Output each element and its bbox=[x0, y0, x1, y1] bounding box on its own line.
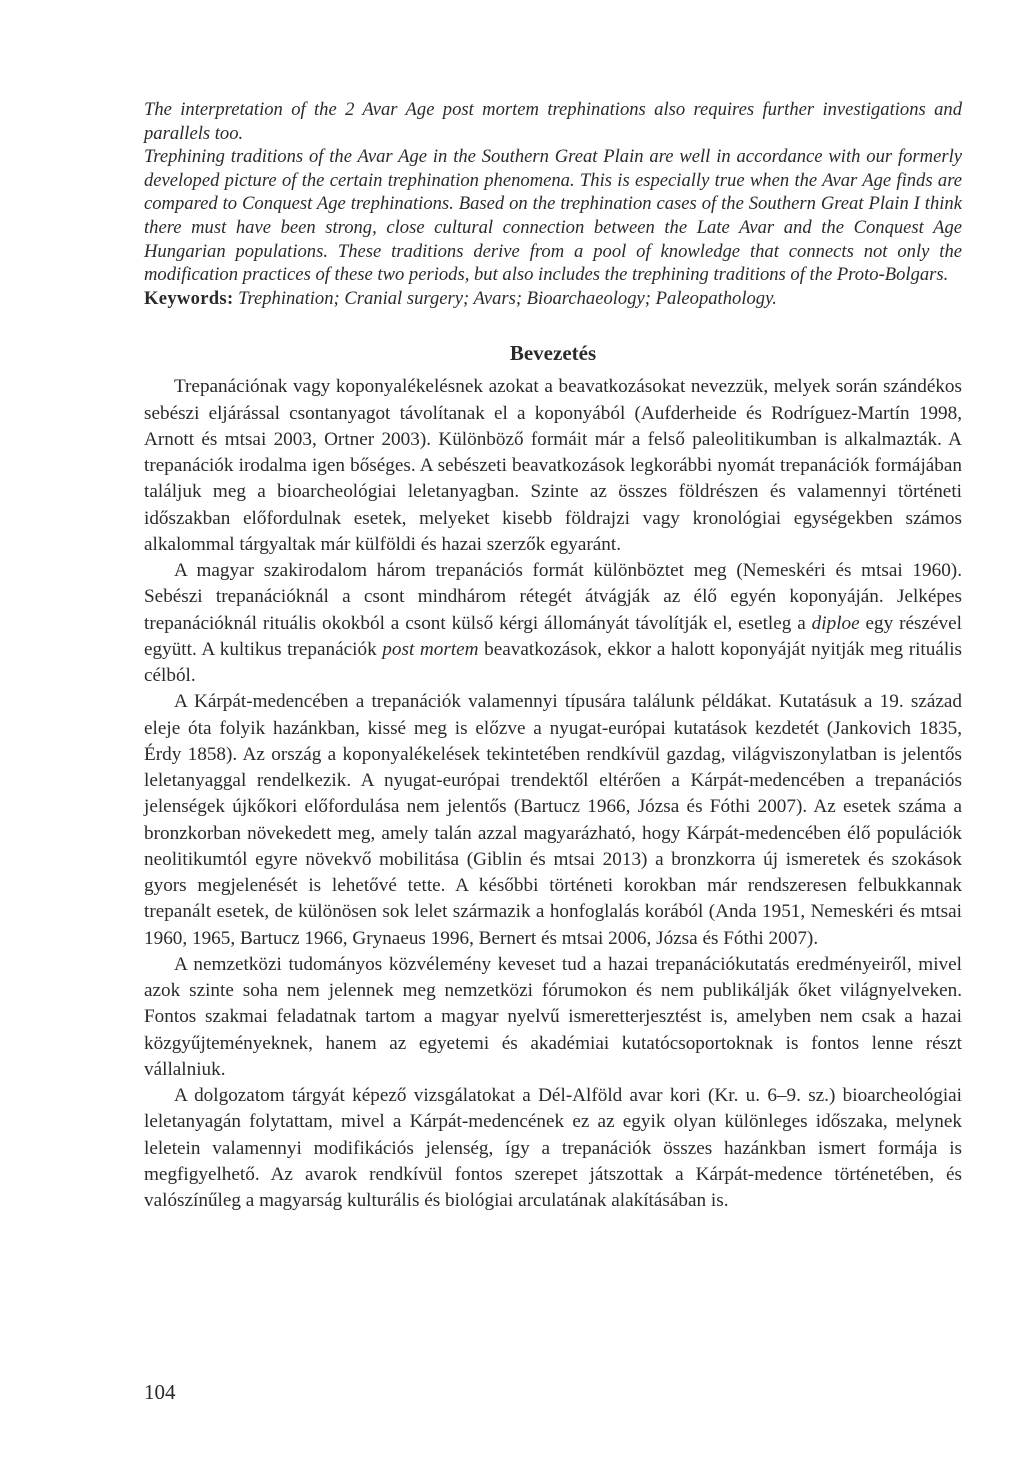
body-paragraph: A nemzetközi tudományos közvélemény keveset tud a hazai trepanációkutatás eredményeiről, mivel azok szinte soha nem jelennek meg nemzetközi fórumokon és nem publikálják őket világnyelveken. Fontos szakmai feladatnak tartom a magyar nyelvű ismeretterjesztést is, amelyben nem csak a hazai közgyűjteményeknek, hanem az egyetemi és akadémiai kutatócsoportoknak is fontos lenne részt vállalniuk. bbox=[144, 953, 962, 1080]
body-text: egy részével együtt. A kultikus trepanációk bbox=[144, 612, 962, 660]
abstract-paragraph: The interpretation of the 2 Avar Age post mortem trephinations also requires further investigations and parallels too. bbox=[144, 99, 962, 144]
keywords-text: Trephination; Cranial surgery; Avars; Bioarchaeology; Paleopathology. bbox=[238, 287, 777, 309]
body-paragraph: A Kárpát-medencében a trepanációk valamennyi típusára találunk példákat. Kutatásuk a 19. század eleje óta folyik hazánkban, kissé meg is előzve a nyugat-európai kutatások kezdetét (Jankovich 1835, Érdy 1858). Az ország a koponyalékelések tekintetében rendkívül gazdag, világviszonylatban is jelentős leletanyaggal rendelkezik. A nyugat-európai trendektől eltérően a Kárpát-medencében a trepanációs jelenségek újkőkori előfordulása nem jelentős (Bartucz 1966, Józsa és Fóthi 2007). Az esetek száma a bronzkorban növekedett meg, amely talán azzal magyarázható, hogy Kárpát-medencében élő populációk neolitikumtól egyre növekvő mobilitása (Giblin és mtsai 2013) a bronzkorra új ismeretek és szokások gyors megjelenését is lehetővé tette. A későbbi történeti korokban már rendszeresen felbukkannak trepanált esetek, de különösen sok lelet származik a honfoglalás korából (Anda 1951, Nemeskéri és mtsai 1960, 1965, Bartucz 1966, Grynaeus 1996, Bernert és mtsai 2006, Józsa és Fóthi 2007). bbox=[144, 691, 962, 949]
page-content bbox=[144, 98, 962, 1214]
abstract-paragraph: Trephining traditions of the Avar Age in the Southern Great Plain are well in accordance with our formerly developed picture of the certain trephination phenomena. This is especially true when the Avar Age finds are compared to Conquest Age trephinations. Based on the trephination cases of the Southern Great Plain I think there must have been strong, close cultural connection between the Late Avar and the Conquest Age Hungarian populations. These traditions derive from a pool of knowledge that connects not only the modification practices of these two periods, but also includes the trephining traditions of the Proto-Bolgars. bbox=[144, 146, 962, 286]
page-number: 104 bbox=[144, 1380, 176, 1404]
body-paragraph: Trepanációnak vagy koponyalékelésnek azokat a beavatkozásokat nevezzük, melyek során szándékos sebészi eljárással csontanyagot távolítanak el a koponyából (Aufderheide és Rodríguez-Martín 1998, Arnott és mtsai 2003, Ortner 2003). Különböző formáit már a felső paleolitikumban is alkalmazták. A trepanációk irodalma igen bőséges. A sebészeti beavatkozások legkorábbi nyomát trepanációk formájában találjuk meg a bioarcheológiai leletanyagban. Szinte az összes földrészen és valamennyi történeti időszakban előfordulnak esetek, melyeket kisebb földrajzi vagy kronológiai egységekben számos alkalommal tárgyaltak már külföldi és hazai szerzők egyaránt. bbox=[144, 376, 962, 555]
body-italic-term: post mortem bbox=[382, 638, 479, 660]
body-text: beavatkozások, ekkor a halott koponyáját nyitják meg rituális célból. bbox=[144, 638, 962, 687]
english-abstract bbox=[144, 98, 962, 287]
keywords-label: Keywords: bbox=[144, 287, 234, 309]
body-text: A magyar szakirodalom három trepanációs formát különböztet meg (Nemeskéri és mtsai 1960). Sebészi trepanációknál a csont mindhárom rétegét átvágják az élő egyén koponyáján. Jelképes trepanációknál rituális okokból a csont külső kérgi állományát távolítják el, esetleg a bbox=[144, 560, 962, 634]
keywords-line bbox=[144, 287, 962, 311]
body-paragraph: A dolgozatom tárgyát képező vizsgálatokat a Dél-Alföld avar kori (Kr. u. 6–9. sz.) bioarcheológiai leletanyagán folytattam, mivel a Kárpát-medencének ez az egyik olyan különleges időszaka, melynek leletein valamennyi modifikációs jelenség, így a trepanációk összes hazánkban ismert formája is megfigyelhető. Az avarok rendkívül fontos szerepet játszottak a Kárpát-medence történetében, és valószínűleg a magyarság kulturális és biológiai arculatának alakításában is. bbox=[144, 1085, 962, 1212]
body-paragraph bbox=[144, 558, 962, 689]
section-heading: Bevezetés bbox=[509, 341, 597, 366]
body-italic-term: diploe bbox=[811, 612, 860, 634]
section-body bbox=[144, 374, 962, 1214]
